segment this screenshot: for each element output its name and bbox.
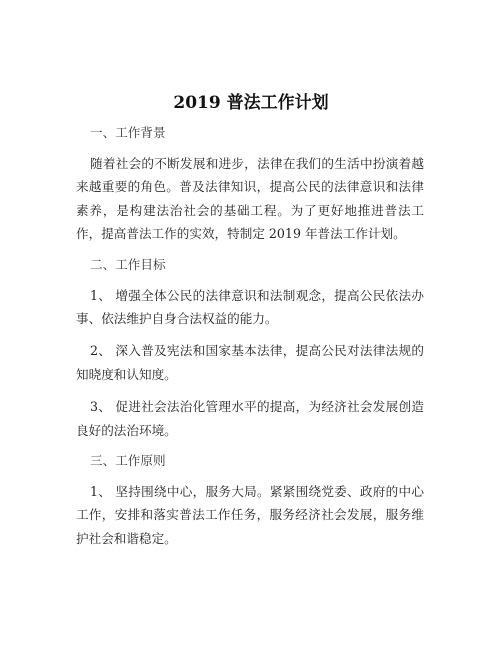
principle-item: 1、 坚持围绕中心，服务大局。紧紧围绕党委、政府的中心工作，安排和落实普法工作任务，服务经济社会发展，服务维护社会和谐稳定。 — [76, 484, 424, 546]
document-title: 2019 普法工作计划 — [173, 93, 329, 113]
section-heading-background: 一、工作背景 — [90, 125, 166, 140]
goal-item: 2、 深入普及宪法和国家基本法律，提高公民对法律法规的知晓度和认知度。 — [76, 343, 424, 382]
background-paragraph: 随着社会的不断发展和进步，法律在我们的生活中扮演着越来越重要的角色。普及法律知识，提高公民的法律意识和法律素养，是构建法治社会的基础工程。为了更好地推进普法工作，提高普法工作的实效，特制定 2019 年普法工作计划。 — [76, 156, 424, 242]
goal-item: 3、 促进社会法治化管理水平的提高，为经济社会发展创造良好的法治环境。 — [76, 399, 424, 438]
section-heading-principles: 三、工作原则 — [90, 453, 166, 469]
document-body — [76, 123, 424, 550]
goal-item: 1、 增强全体公民的法律意识和法制观念，提高公民依法办事、依法维护自身合法权益的能力。 — [76, 287, 424, 327]
section-heading-goals: 二、工作目标 — [90, 256, 166, 272]
